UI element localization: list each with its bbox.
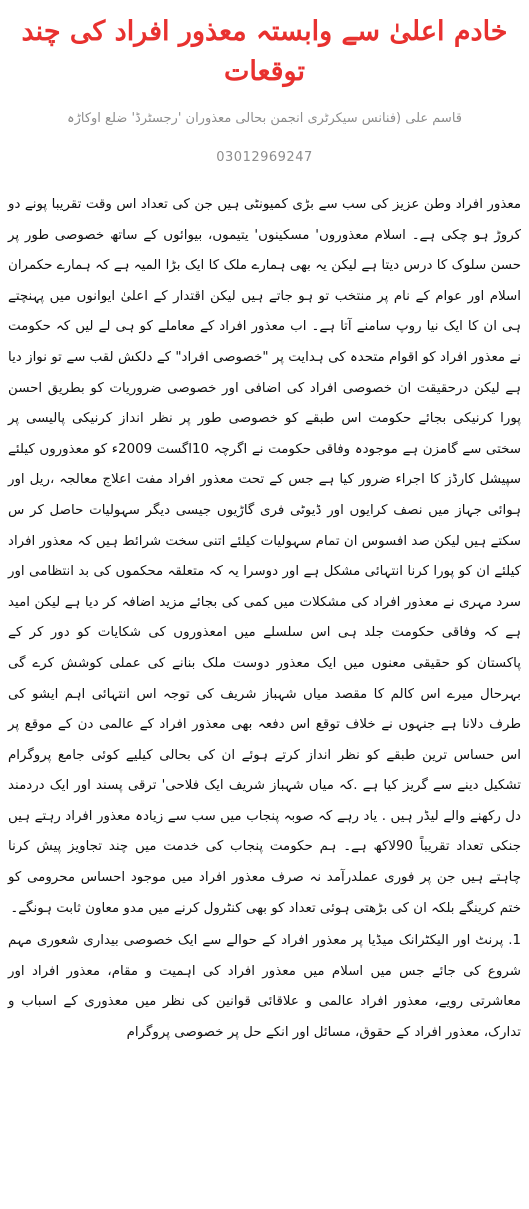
article-paragraph: 1. پرنٹ اور الیکٹرانک میڈیا پر معذور افراد کے حوالے سے ایک خصوصی بیداری شعوری مہم شروع کی جائے جس میں اسلام میں معذور افراد کی اہمیت و مقام، معذور افراد اور معاشرتی رویے، معذور افراد عالمی و علاقائی قوانین کی نظر میں معذوری کے اسباب و تدارک، معذور افراد کے حقوق، مسائل اور انکے حل پر خصوصی پروگرام <box>8 933 521 1041</box>
article-body <box>0 190 529 1049</box>
article-title: خادم اعلیٰ سے وابستہ معذور افراد کی چند توقعات <box>21 16 508 87</box>
article-paragraph: معذور افراد وطن عزیز کی سب سے بڑی کمیونٹی ہیں جن کی تعداد اس وقت تقریبا پونے دو کروڑ ہو چکی ہے۔ اسلام معذوروں' مسکینوں' یتیموں، بیوائوں کے ساتھ خصوصی طور پر حسن سلوک کا درس دیتا ہے لیکن یہ بھی ہمارے ملک کا ایک بڑا المیہ ہے کہ ہمارے حکمران اسلام اور عوام کے نام پر منتخب تو ہو جاتے ہیں لیکن اقتدار کے اعلیٰ ایوانوں میں پہنچتے ہی ان کا ایک نیا روپ سامنے آتا ہے۔ اب معذور افراد کے معاملے کو ہی لے لیں کہ حکومت نے معذور افراد کو اقوام متحدہ کی ہدایت پر "خصوصی افراد" کے دلکش لقب سے تو نواز دیا ہے لیکن درحقیقت ان خصوصی افراد کی اضافی اور خصوصی ضروریات کو بطریق احسن پورا کرنیکی بجائے حکومت اس طبقے کو خصوصی طور پر نظر انداز کرنیکی پالیسی پر سختی سے گامزن ہے موجودہ وفاقی حکومت نے اگرچہ 10اگست 2009ء کو معذوروں کیلئے سپیشل کارڈز کا اجراء ضرور کیا ہے جس کے تحت معذور افراد مفت اعلاج معالجہ ،ریل اور ہوائی جہاز میں نصف کرایوں اور ڈیوٹی فری گاڑیوں جیسی دیگر سہولیات حاصل کر س سکتے ہیں لیکن صد افسوس ان تمام سہولیات کیلئے اتنی سخت شرائط ہیں کہ معذور افراد کیلئے ان کو پورا کرنا انتہائی مشکل ہے اور دوسرا یہ کہ متعلقہ محکموں کی بد انتظامی اور سرد مہری نے معذور افراد کی مشکلات میں کمی کی بجائے مزید اضافہ کر دیا ہے لیکن امید ہے کہ وفاقی حکومت جلد ہی اس سلسلے میں امعذوروں کی شکایات کو دور کر کے پاکستان کو حقیقی معنوں میں ایک معذور دوست ملک بنانے کی عملی کوشش کرے گی بہرحال میرے اس کالم کا مقصد میاں شہباز شریف کی توجہ اس انتہائی اہم ایشو کی طرف دلانا ہے جنہوں نے خلاف توقع اس دفعہ بھی معذور افراد کے عالمی دن کے موقع پر اس حساس ترین طبقے کو نظر انداز کرتے ہوئے ان کی بحالی کیلیے کوئی جامع پروگرام تشکیل دینے سے گریز کیا ہے .کہ میاں شہباز شریف ایک فلاحی' ترقی پسند اور ایک دردمند دل رکھنے والے لیڈر ہیں . یاد رہے کہ صوبہ پنجاب میں سب سے زیادہ معذور افراد رہتے ہیں جنکی تعداد تقریباً 90لاکھ ہے۔ ہم حکومت پنجاب کی خدمت میں چند تجاویز پیش کرنا چاہتے ہیں جن پر فوری عملدرآمد نہ صرف معذور افراد میں موجود احساس محرومی کو ختم کرینگے بلکہ ان کی بڑھتی ہوئی تعداد کو بھی کنٹرول کرنے میں مدو معاون ثابت ہونگے۔ <box>8 197 521 916</box>
author-byline: قاسم علی (فنانس سیکرٹری انجمن بحالی معذوران 'رجسٹرڈ' ضلع اوکاڑہ <box>66 111 462 126</box>
author-phone: 03012969247 <box>216 150 313 165</box>
